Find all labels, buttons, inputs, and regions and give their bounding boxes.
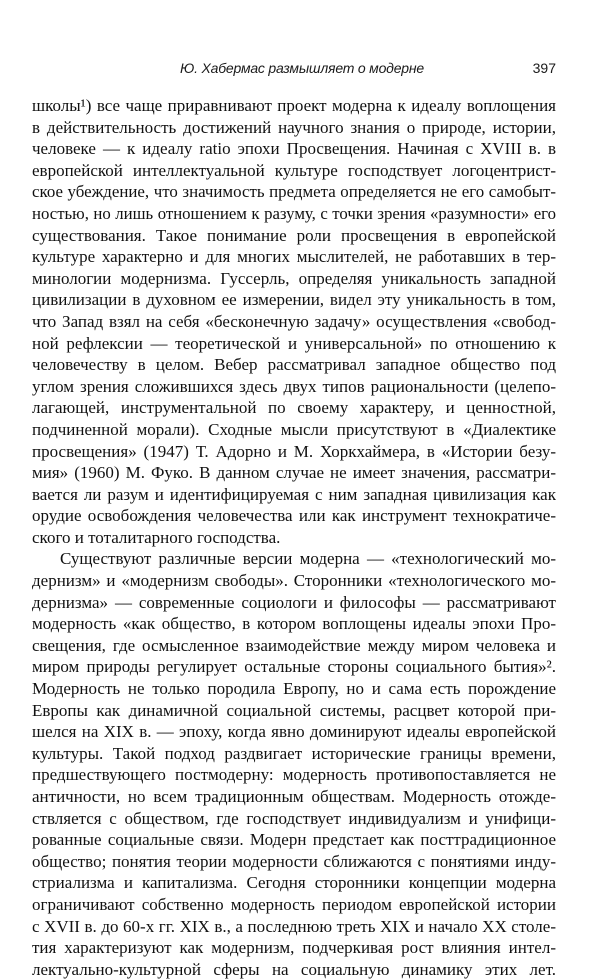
text-line: культуры. Такой подход раздвигает исторические границы времени, — [32, 743, 556, 763]
text-line: предшествующего постмодерну: модерность противопоставляется не — [32, 765, 556, 785]
page-number: 397 — [532, 60, 556, 76]
text-line: мия» (1960) М. Фуко. В данном случае не имеет значения, рассматри- — [32, 463, 556, 483]
text-line: миром природы регулирует остальные стороны социального бытия»². — [32, 657, 556, 677]
text-line: лагающей, инструментальной по своему характеру, и ценностной, — [32, 398, 556, 418]
text-line: в действительность достижений научного знания о природе, истории, — [32, 117, 556, 137]
text-line: свещения, где осмысленное взаимодействие между миром человека и — [32, 635, 556, 655]
text-line: культуре характерно и для многих мыслителей, не работавших в тер- — [32, 247, 556, 267]
text-line: лектуально-культурной сферы на социальную динамику этих лет. — [32, 959, 556, 979]
body-text — [32, 95, 556, 980]
text-line: тия характеризуют как модернизм, подчеркивая рост влияния интел- — [32, 938, 556, 958]
paragraph-end-line: ского и тоталитарного господства. — [32, 527, 281, 547]
text-line: ограничивают собственно модерность периодом европейской истории — [32, 894, 556, 914]
text-line: ной рефлексии — теоретической и универсальной» по отношению к — [32, 333, 556, 353]
paragraph-start-line: Существуют различные версии модерна — «технологический мо- — [60, 549, 556, 569]
running-title: Ю. Хабермас размышляет о модерне — [180, 60, 424, 76]
text-line: европейской интеллектуальной культуре господствует логоцентрист- — [32, 160, 556, 180]
text-line: орудие освобождения человечества или как инструмент технократиче- — [32, 506, 556, 526]
text-line: с XVII в. до 60-х гг. XIX в., а последнюю треть XIX и начало XX столе- — [32, 916, 556, 936]
text-line: ствляется с обществом, где господствует индивидуализм и унифици- — [32, 808, 556, 828]
text-line: дернизм» и «модернизм свободы». Сторонники «технологического мо- — [32, 571, 556, 591]
text-line: модерность «как общество, в котором воплощены идеалы эпохи Про- — [32, 614, 556, 634]
text-line: общество; понятия теории модерности сближаются с понятиями инду- — [32, 851, 556, 871]
text-line: существования. Такое понимание роли просвещения в европейской — [32, 225, 556, 245]
text-line: человечеству в целом. Вебер рассматривал западное общество под — [32, 355, 556, 375]
text-line: ностью, но лишь отношением к разуму, с точки зрения «разумности» его — [32, 203, 556, 223]
running-head — [48, 60, 556, 82]
text-line: подчиненной морали). Сходные мысли присутствуют в «Диалектике — [32, 419, 556, 439]
text-line: что Запад взял на себя «бесконечную задачу» осуществления «свобод- — [32, 311, 556, 331]
text-line: дернизма» — современные социологи и философы — рассматривают — [32, 592, 556, 612]
text-line: стриализма и капитализма. Сегодня сторонники концепции модерна — [32, 873, 556, 893]
text-line: человеке — к идеалу ratio эпохи Просвещения. Начиная с XVIII в. в — [32, 139, 556, 159]
text-line: углом зрения сложившихся здесь двух типов рациональности (целепо- — [32, 376, 556, 396]
text-line: античности, но всем традиционным обществам. Модерность отожде- — [32, 787, 556, 806]
text-line: Модерность не только породила Европу, но и сама есть порождение — [32, 679, 556, 699]
text-line: вается ли разум и идентифицируемая с ним западная цивилизация как — [32, 484, 556, 504]
text-line: цивилизации в духовном ее измерении, видел эту уникальность в том, — [32, 290, 556, 310]
text-line: ское убеждение, что значимость предмета определяется не его самобыт- — [32, 182, 556, 202]
text-line: шелся на XIX в. — эпоху, когда явно доминируют идеалы европейской — [32, 722, 556, 742]
text-line: минологии модернизма. Гуссерль, определяя уникальность западной — [32, 268, 556, 288]
text-line: Европы как динамичной социальной системы, расцвет которой при- — [32, 700, 556, 720]
text-line: школы¹) все чаще приравнивают проект модерна к идеалу воплощения — [32, 96, 556, 115]
text-line: рованные социальные связи. Модерн предстает как посттрадиционное — [32, 830, 556, 850]
text-line: просвещения» (1947) Т. Адорно и М. Хоркхаймера, в «Истории безу- — [32, 441, 556, 461]
